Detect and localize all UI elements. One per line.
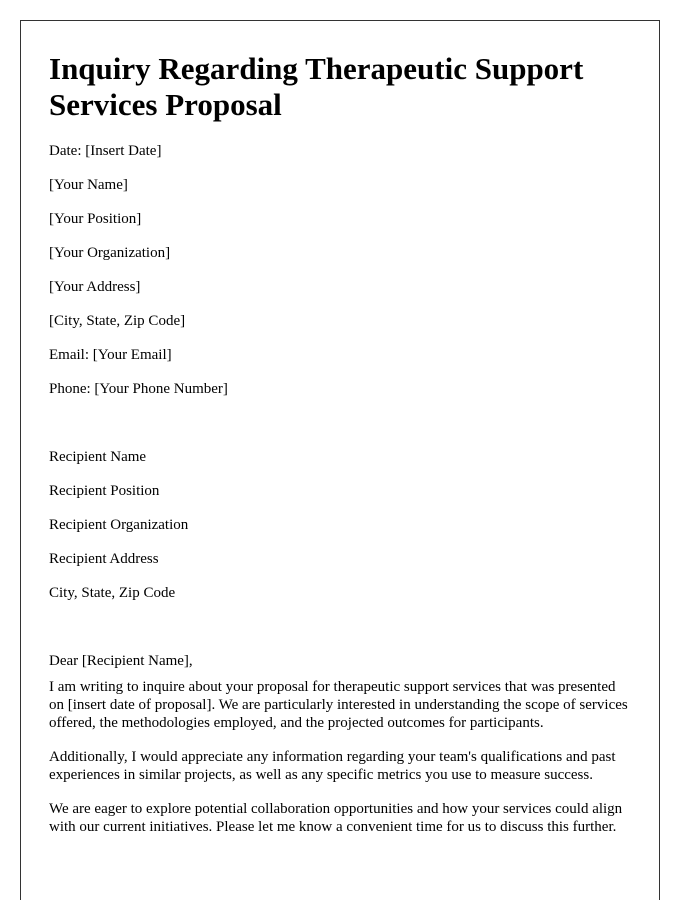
sender-organization: [Your Organization] <box>49 245 171 261</box>
date-line: Date: [Insert Date] <box>49 143 162 159</box>
sender-position: [Your Position] <box>49 211 142 227</box>
body-paragraph-3: We are eager to explore potential collaboration opportunities and how your services could align with our current initiatives. Please let me know a convenient time for us to discuss this further. <box>49 801 623 835</box>
salutation: Dear [Recipient Name], <box>49 653 193 669</box>
section-spacer <box>49 618 631 652</box>
body-paragraph-1: I am writing to inquire about your proposal for therapeutic support services that was presented on [insert date of proposal]. We are particularly interested in understanding the scope of services offered, the methodologies employed, and the projected outcomes for participants. <box>49 679 628 731</box>
recipient-name: Recipient Name <box>49 449 147 465</box>
recipient-block <box>49 448 631 602</box>
sender-name: [Your Name] <box>49 177 128 193</box>
recipient-organization: Recipient Organization <box>49 517 189 533</box>
sender-address: [Your Address] <box>49 279 141 295</box>
recipient-city-state-zip: City, State, Zip Code <box>49 585 176 601</box>
body-paragraph-2: Additionally, I would appreciate any information regarding your team's qualifications and past experiences in similar projects, as well as any specific metrics you use to measure success. <box>49 749 616 783</box>
sender-city-state-zip: [City, State, Zip Code] <box>49 313 186 329</box>
letter-body <box>49 652 631 836</box>
recipient-position: Recipient Position <box>49 483 160 499</box>
letter-page <box>20 20 660 900</box>
sender-block <box>49 142 631 398</box>
sender-email: Email: [Your Email] <box>49 347 172 363</box>
recipient-address: Recipient Address <box>49 551 159 567</box>
sender-phone: Phone: [Your Phone Number] <box>49 381 228 397</box>
section-spacer <box>49 414 631 448</box>
letter-title: Inquiry Regarding Therapeutic Support Services Proposal <box>49 51 584 122</box>
